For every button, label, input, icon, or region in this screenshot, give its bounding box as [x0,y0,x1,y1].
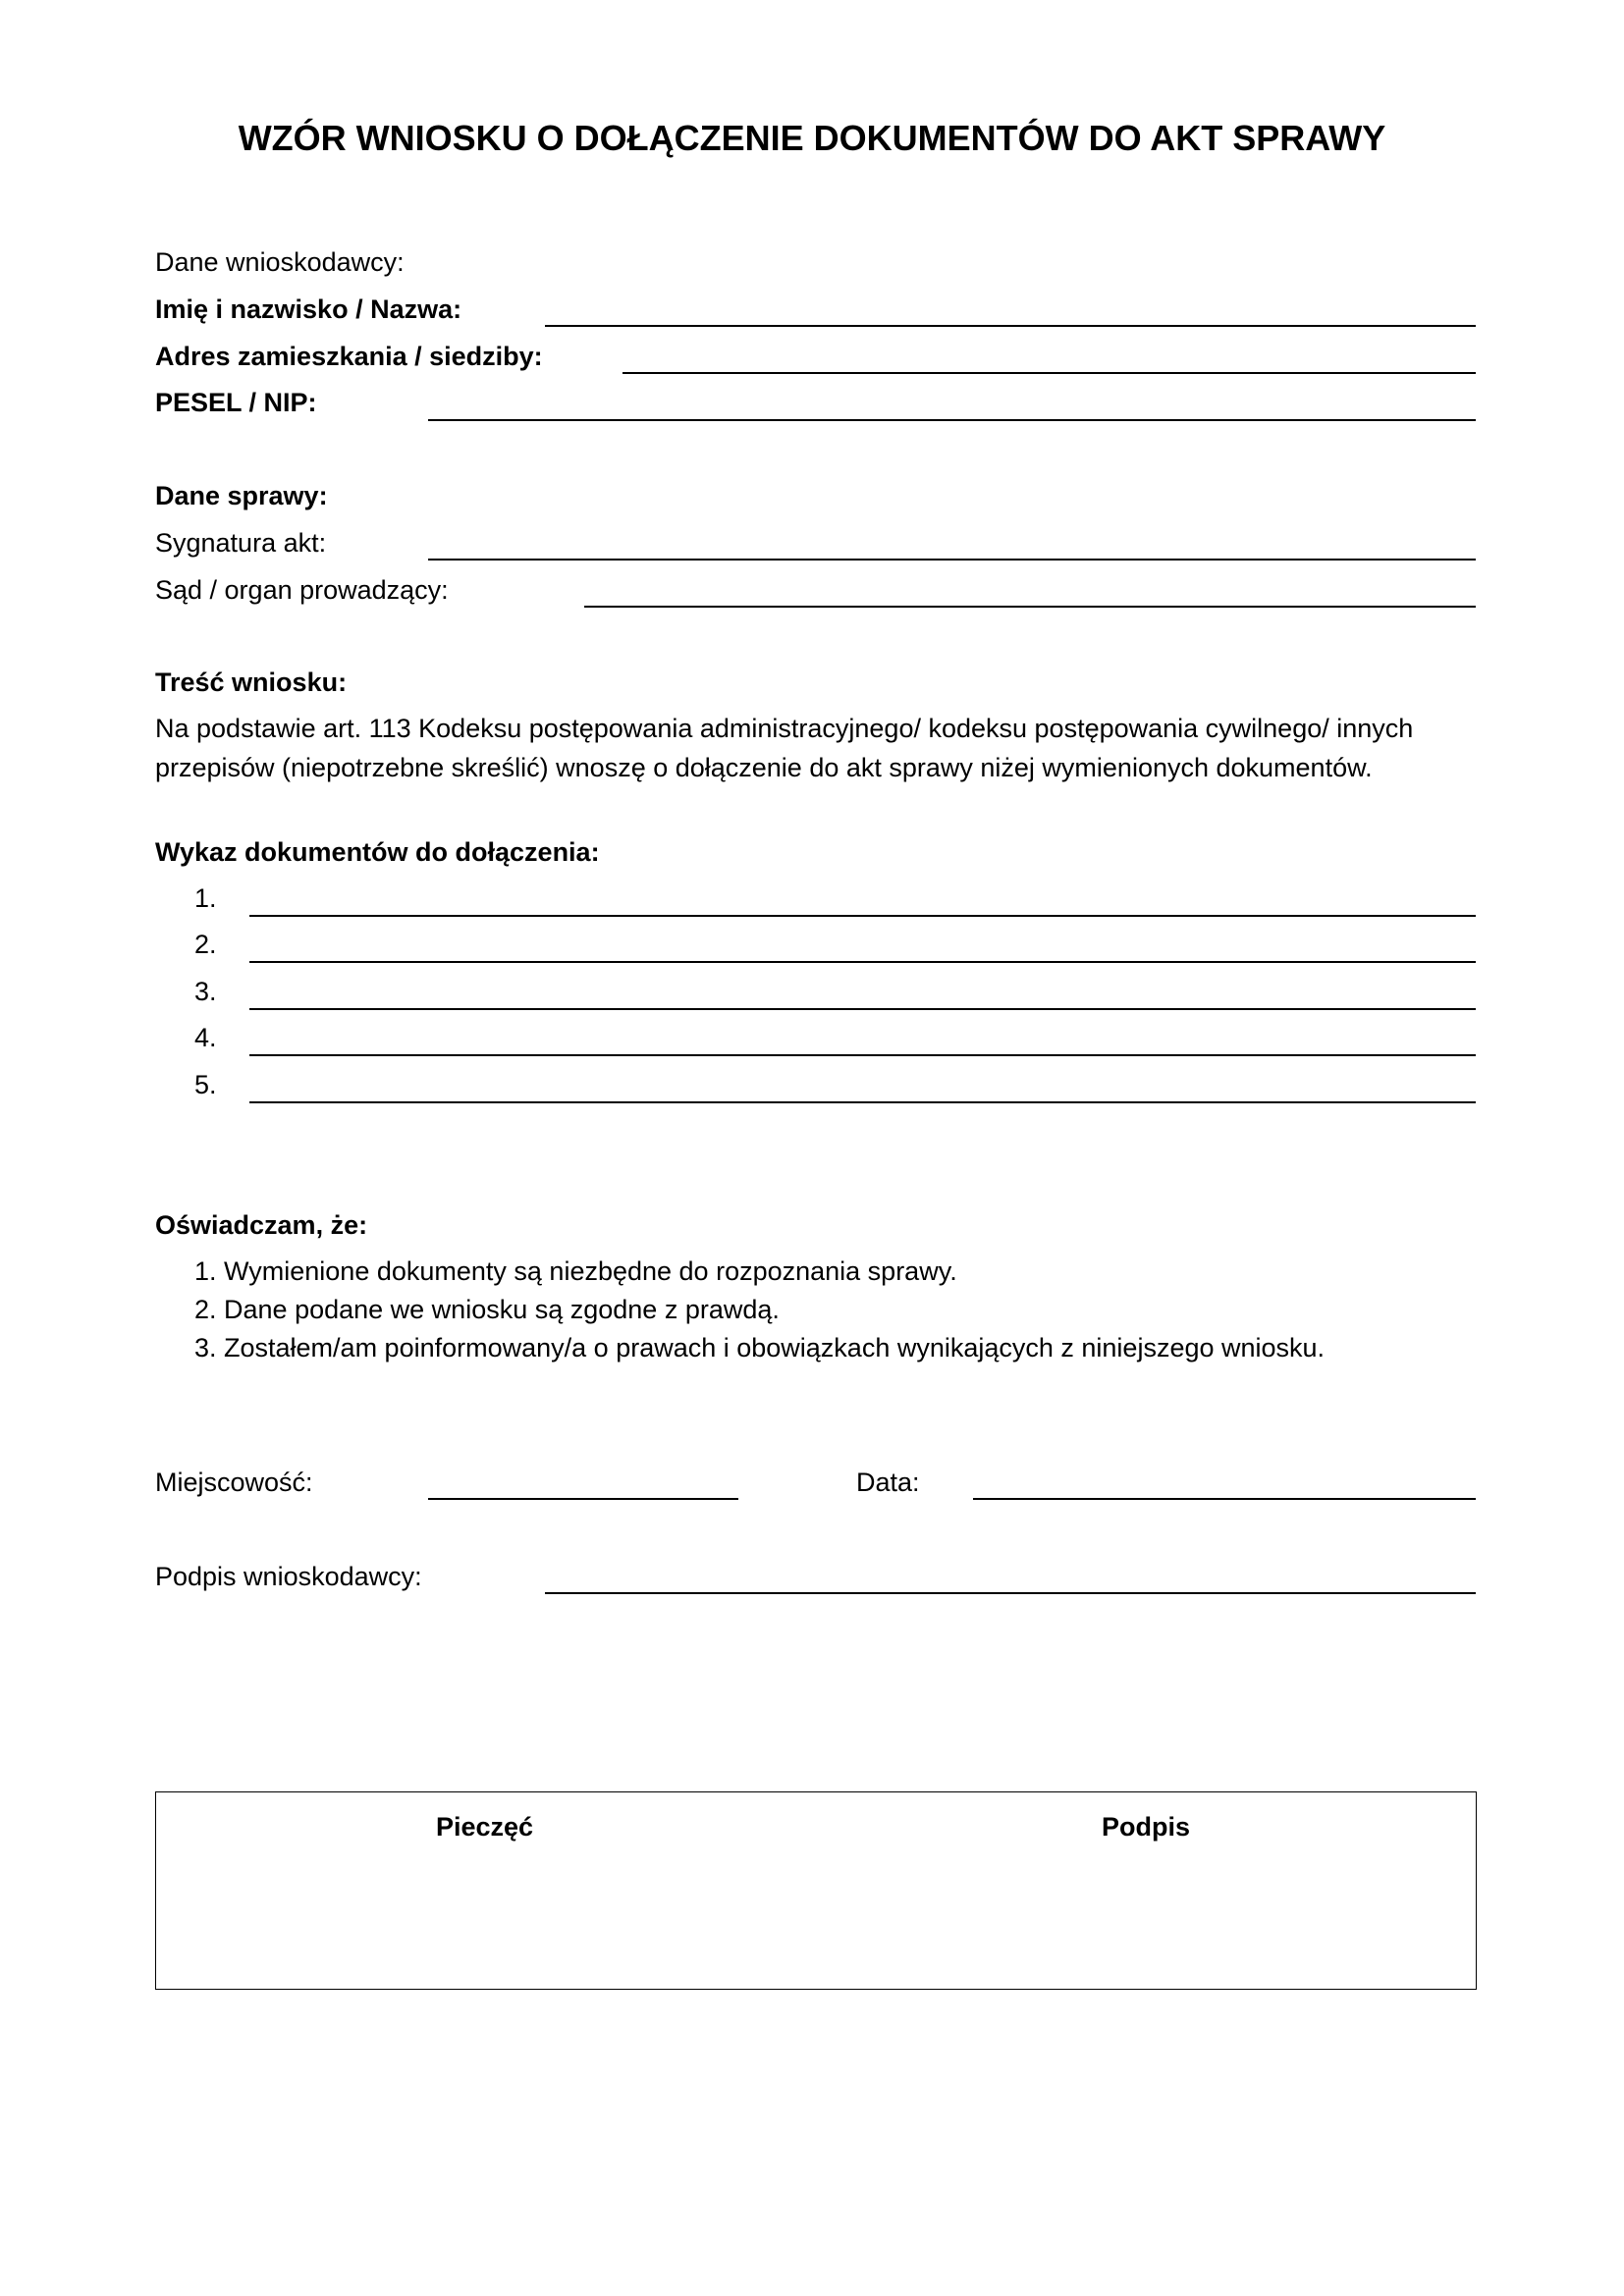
place-label: Miejscowość: [155,1468,313,1497]
document-number: 2. [194,930,217,959]
request-body-line-1: Na podstawie art. 113 Kodeksu postępowania administracyjnego/ kodeksu postępowania cywilnego/ innych [155,714,1414,743]
box-signature-label: Podpis [1102,1812,1191,1842]
document-number: 4. [194,1023,217,1052]
document-field-1[interactable] [249,915,1476,917]
declaration-item: 2. Dane podane we wniosku są zgodne z prawdą. [194,1295,780,1324]
document-number: 1. [194,883,217,913]
applicant-heading: Dane wnioskodawcy: [155,247,405,277]
stamp-label: Pieczęć [436,1812,534,1842]
case-heading: Dane sprawy: [155,481,328,510]
declaration-item: 3. Zostałem/am poinformowany/a o prawach i obowiązkach wynikających z niniejszego wniosku. [194,1333,1326,1362]
page-title: WZÓR WNIOSKU O DOŁĄCZENIE DOKUMENTÓW DO AKT SPRAWY [238,118,1386,158]
applicant-signature-label: Podpis wnioskodawcy: [155,1562,422,1591]
date-label: Data: [856,1468,920,1497]
stamp-signature-box [155,1791,1477,1990]
applicant-signature-field[interactable] [545,1592,1476,1594]
declaration-heading: Oświadczam, że: [155,1210,368,1240]
pesel-label: PESEL / NIP: [155,388,317,417]
address-field[interactable] [623,372,1476,374]
place-field[interactable] [428,1498,738,1500]
name-label: Imię i nazwisko / Nazwa: [155,294,462,324]
case-signature-field[interactable] [428,559,1476,561]
date-field[interactable] [973,1498,1476,1500]
document-field-5[interactable] [249,1101,1476,1103]
court-field[interactable] [584,606,1476,608]
pesel-field[interactable] [428,419,1476,421]
court-label: Sąd / organ prowadzący: [155,575,449,605]
request-body-line-2: przepisów (niepotrzebne skreślić) wnoszę o dołączenie do akt sprawy niżej wymienionych dokumentów. [155,753,1373,782]
signature-label: Sygnatura akt: [155,528,327,558]
documents-heading: Wykaz dokumentów do dołączenia: [155,837,600,867]
document-field-2[interactable] [249,961,1476,963]
declaration-item: 1. Wymienione dokumenty są niezbędne do rozpoznania sprawy. [194,1256,957,1286]
request-heading: Treść wniosku: [155,667,348,697]
address-label: Adres zamieszkania / siedziby: [155,342,543,371]
name-field[interactable] [545,325,1476,327]
document-number: 3. [194,977,217,1006]
document-field-4[interactable] [249,1054,1476,1056]
document-field-3[interactable] [249,1008,1476,1010]
document-number: 5. [194,1070,217,1099]
